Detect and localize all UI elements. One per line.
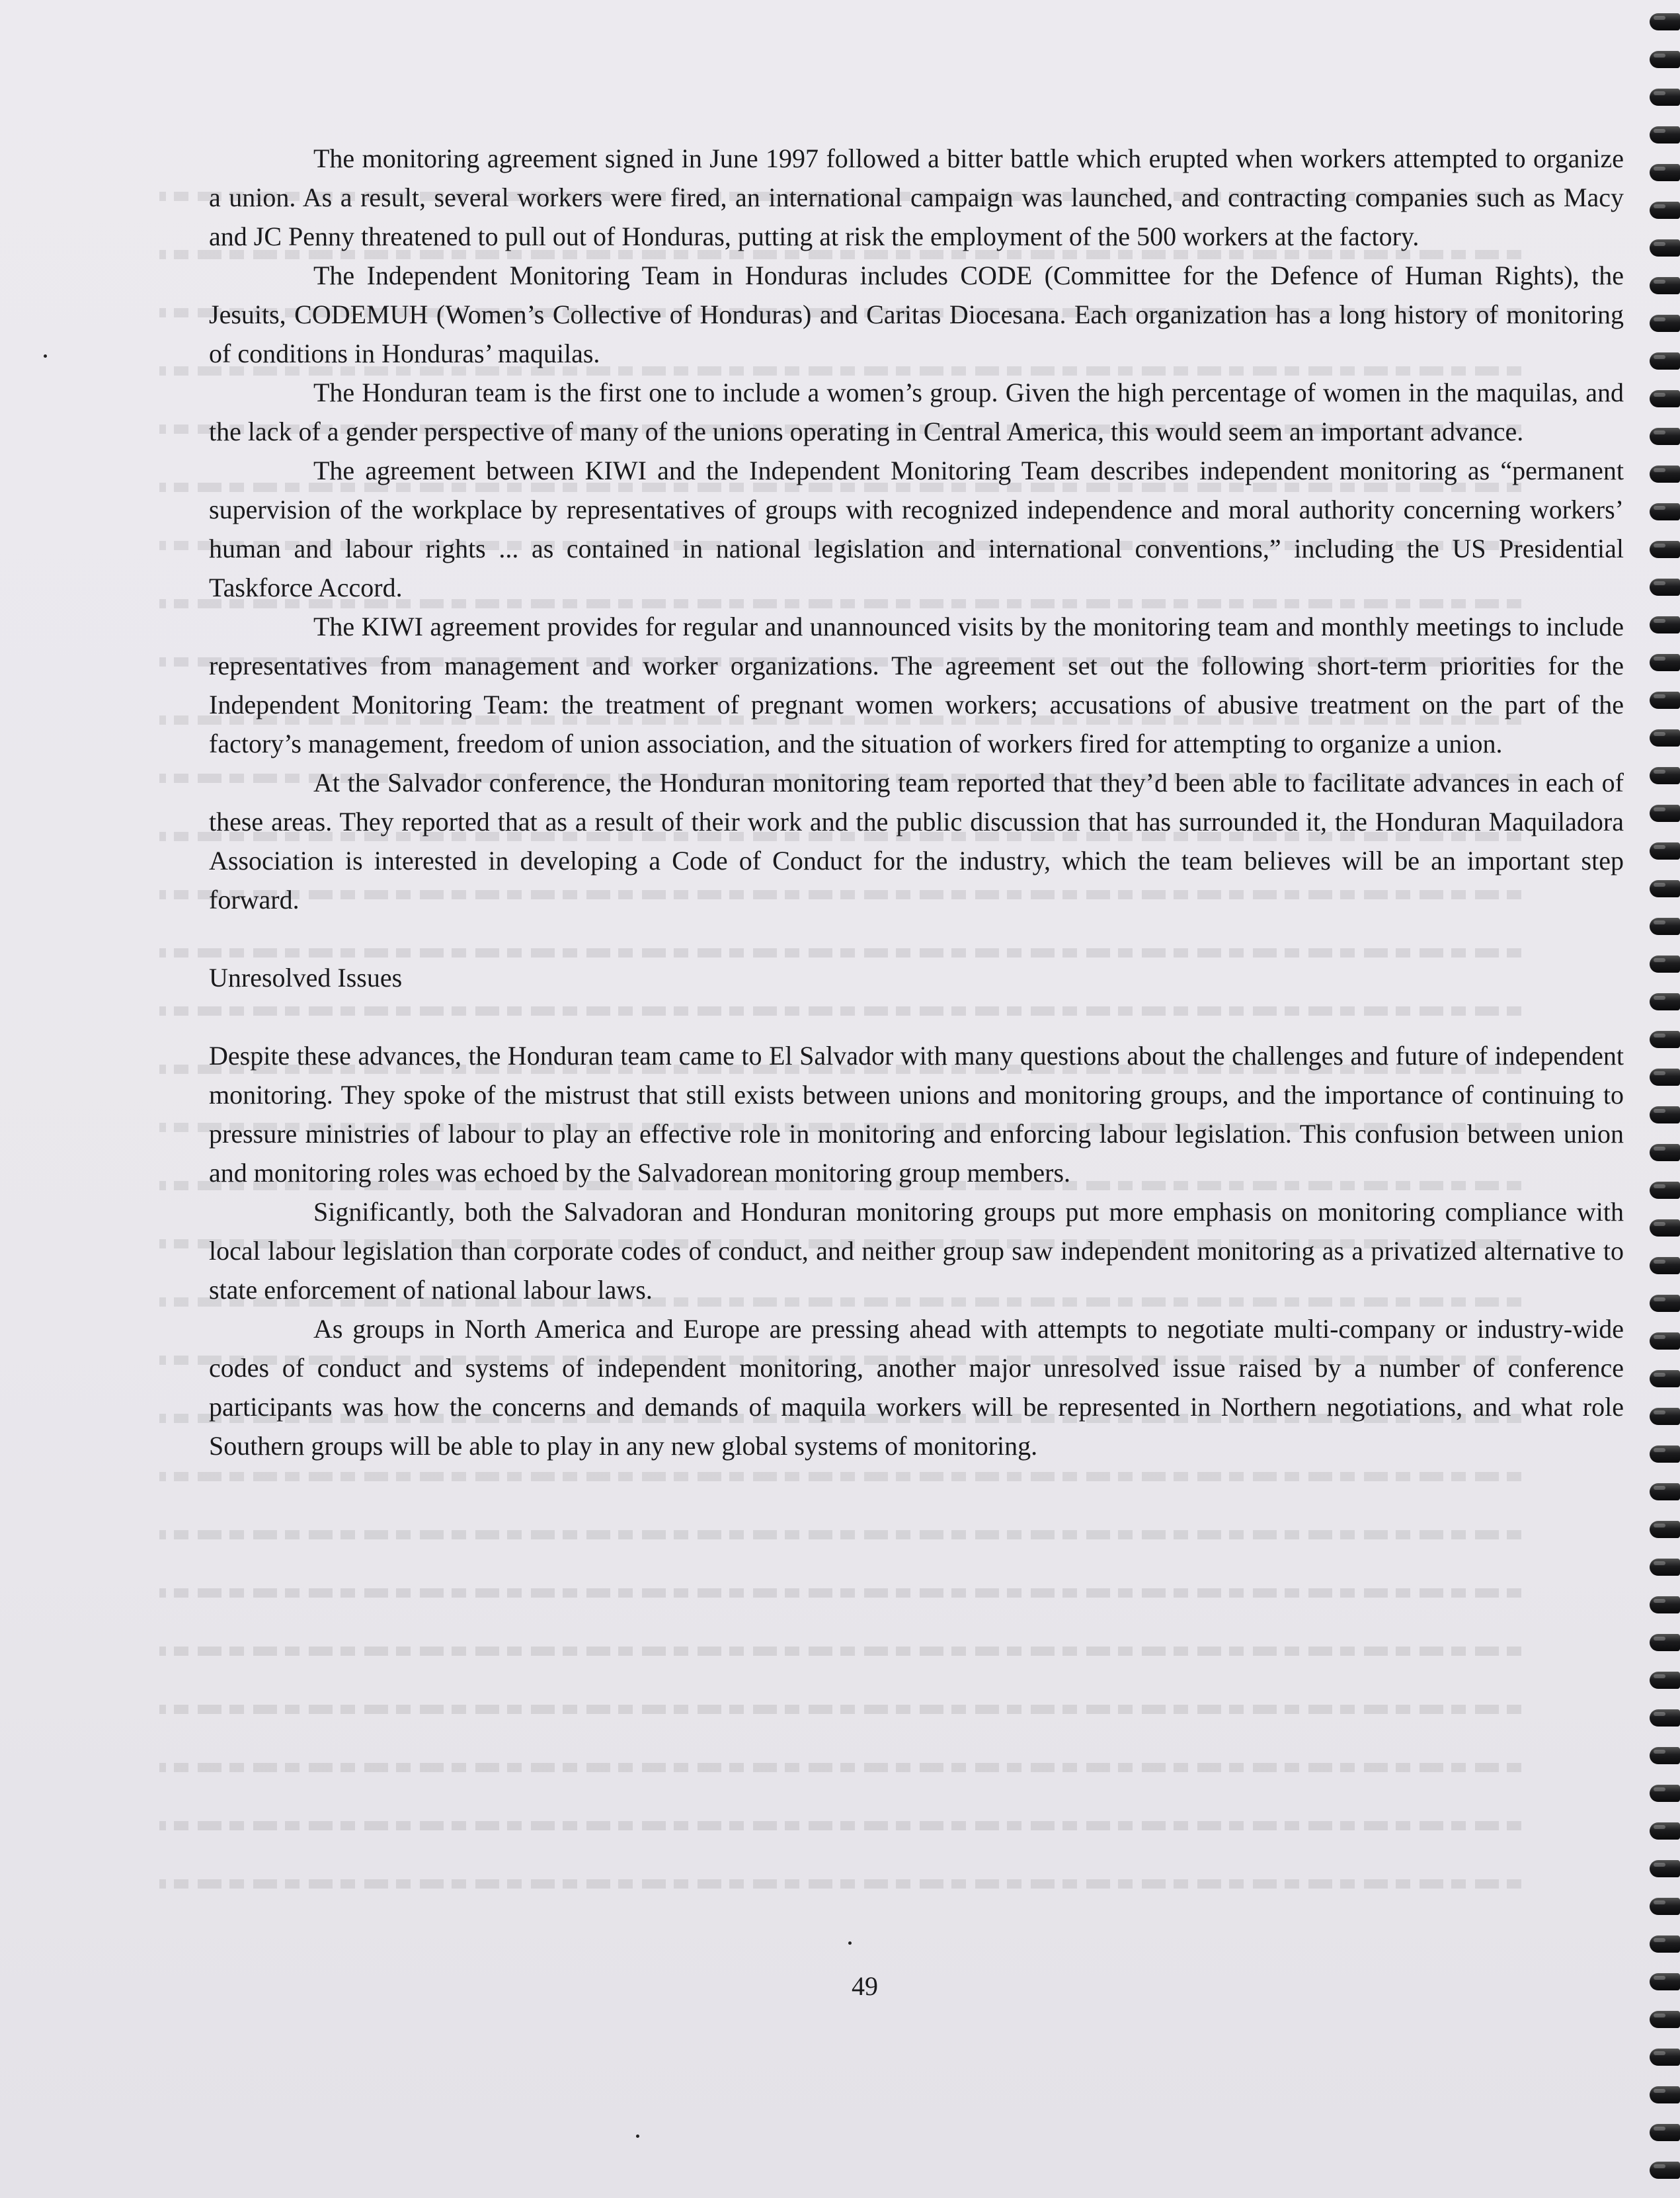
body-text — [209, 139, 1624, 1465]
show-through-line — [159, 1472, 1521, 1481]
binding-ring — [1650, 315, 1680, 332]
binding-ring — [1650, 1860, 1680, 1877]
binding-ring — [1650, 579, 1680, 596]
paragraph: Significantly, both the Salvadoran and Honduran monitoring groups put more emphasis on monitoring compliance with local labour legislation than corporate codes of conduct, and neither group saw independent monitoring as a privatized alternative to state enforcement of national labour laws. — [209, 1197, 1624, 1305]
binding-ring — [1650, 1973, 1680, 1990]
binding-ring — [1650, 1219, 1680, 1237]
page-number: 49 — [852, 1971, 878, 2001]
binding-ring — [1650, 654, 1680, 671]
binding-ring — [1650, 692, 1680, 709]
paragraph: The Independent Monitoring Team in Honduras includes CODE (Committee for the Defence of Human Rights), the Jesuits, CODEMUH (Women’s Collective of Honduras) and Caritas Diocesana. Each organization has a long history of monitoring of conditions in Honduras’ maquilas. — [209, 261, 1624, 368]
binding-ring — [1650, 2049, 1680, 2066]
binding-ring — [1650, 239, 1680, 257]
binding-ring — [1650, 1747, 1680, 1764]
binding-ring — [1650, 1106, 1680, 1123]
binding-ring — [1650, 503, 1680, 520]
section-heading: Unresolved Issues — [209, 963, 403, 993]
ink-speck — [848, 1941, 852, 1945]
binding-ring — [1650, 1822, 1680, 1840]
binding-ring — [1650, 993, 1680, 1010]
binding-ring — [1650, 164, 1680, 181]
binding-ring — [1650, 1370, 1680, 1387]
paragraph: The KIWI agreement provides for regular and unannounced visits by the monitoring team and monthly meetings to include representatives from management and worker organizations. The agreement set out the following short-term priorities for the Independent Monitoring Team: the treatment of pregnant women workers; accusations of abusive treatment on the part of the factory’s management, freedom of union association, and the situation of workers fired for attempting to organize a union. — [209, 612, 1624, 758]
binding-ring — [1650, 1785, 1680, 1802]
binding-ring — [1650, 89, 1680, 106]
binding-ring — [1650, 842, 1680, 860]
binding-ring — [1650, 1445, 1680, 1463]
binding-ring — [1650, 880, 1680, 897]
binding-ring — [1650, 956, 1680, 973]
binding-ring — [1650, 428, 1680, 445]
binding-ring — [1650, 918, 1680, 935]
binding-ring — [1650, 1483, 1680, 1500]
ink-speck — [44, 354, 47, 358]
show-through-line — [159, 1821, 1521, 1830]
binding-ring — [1650, 1069, 1680, 1086]
binding-ring — [1650, 1709, 1680, 1727]
paragraph: The monitoring agreement signed in June 1997 followed a bitter battle which erupted when workers attempted to organize a union. As a result, several workers were fired, an international campaign was launched, and contracting companies such as Macy and JC Penny threatened to pull out of Honduras, putting at risk the employment of the 500 workers at the factory. — [209, 143, 1624, 251]
binding-ring — [1650, 2011, 1680, 2028]
paragraph: As groups in North America and Europe are pressing ahead with attempts to negotiate multi-company or industry-wide codes of conduct and systems of independent monitoring, another major unresolved issue raised by a number of conference participants was how the concerns and demands of maquila workers will be represented in Northern negotiations, and what role Southern groups will be able to play in any new global systems of monitoring. — [209, 1314, 1624, 1461]
binding-ring — [1650, 616, 1680, 633]
binding-ring — [1650, 352, 1680, 370]
binding-ring — [1650, 1596, 1680, 1613]
binding-ring — [1650, 466, 1680, 483]
ink-speck — [636, 2135, 639, 2138]
paragraph: Despite these advances, the Honduran team came to El Salvador with many questions about the challenges and future of independent monitoring. They spoke of the mistrust that still exists between unions and monitoring groups, and the importance of continuing to pressure ministries of labour to play an effective role in monitoring and enforcing labour legislation. This confusion between union and monitoring roles was echoed by the Salvadorean monitoring group members. — [209, 1041, 1624, 1188]
show-through-line — [159, 1763, 1521, 1772]
binding-ring — [1650, 126, 1680, 143]
binding-ring — [1650, 1257, 1680, 1274]
binding-ring — [1650, 1182, 1680, 1199]
paragraph: The agreement between KIWI and the Independent Monitoring Team describes independent monitoring as “permanent supervision of the workplace by representatives of groups with recognized independence and moral authority concerning workers’ human and labour rights ... as contained in national legislation and international conventions,” including the US Presidential Taskforce Accord. — [209, 456, 1624, 602]
binding-ring — [1650, 2124, 1680, 2141]
binding-ring — [1650, 1634, 1680, 1651]
binding-ring — [1650, 202, 1680, 219]
binding-ring — [1650, 1672, 1680, 1689]
binding-ring — [1650, 1144, 1680, 1161]
binding-ring — [1650, 51, 1680, 68]
binding-ring — [1650, 2162, 1680, 2179]
paragraph: At the Salvador conference, the Honduran monitoring team reported that they’d been able to facilitate advances in each of these areas. They reported that as a result of their work and the public discussion that has surrounded it, the Honduran Maquiladora Association is interested in developing a Code of Conduct for the industry, which the team believes will be an important step forward. — [209, 768, 1624, 915]
binding-ring — [1650, 2086, 1680, 2103]
binding-ring — [1650, 277, 1680, 294]
show-through-line — [159, 1588, 1521, 1598]
spiral-binding — [1640, 0, 1680, 2198]
show-through-line — [159, 1879, 1521, 1889]
binding-ring — [1650, 1898, 1680, 1915]
show-through-line — [159, 1530, 1521, 1539]
show-through-line — [159, 1647, 1521, 1656]
binding-ring — [1650, 1408, 1680, 1425]
binding-ring — [1650, 1031, 1680, 1048]
paragraph: The Honduran team is the first one to include a women’s group. Given the high percentage of women in the maquilas, and the lack of a gender perspective of many of the unions operating in Central America, this would seem an important advance. — [209, 378, 1624, 446]
binding-ring — [1650, 729, 1680, 747]
binding-ring — [1650, 805, 1680, 822]
binding-ring — [1650, 1935, 1680, 1953]
binding-ring — [1650, 541, 1680, 558]
binding-ring — [1650, 390, 1680, 407]
binding-ring — [1650, 1295, 1680, 1312]
binding-ring — [1650, 13, 1680, 30]
binding-ring — [1650, 1559, 1680, 1576]
binding-ring — [1650, 1332, 1680, 1350]
binding-ring — [1650, 1521, 1680, 1538]
binding-ring — [1650, 767, 1680, 784]
show-through-line — [159, 1705, 1521, 1714]
